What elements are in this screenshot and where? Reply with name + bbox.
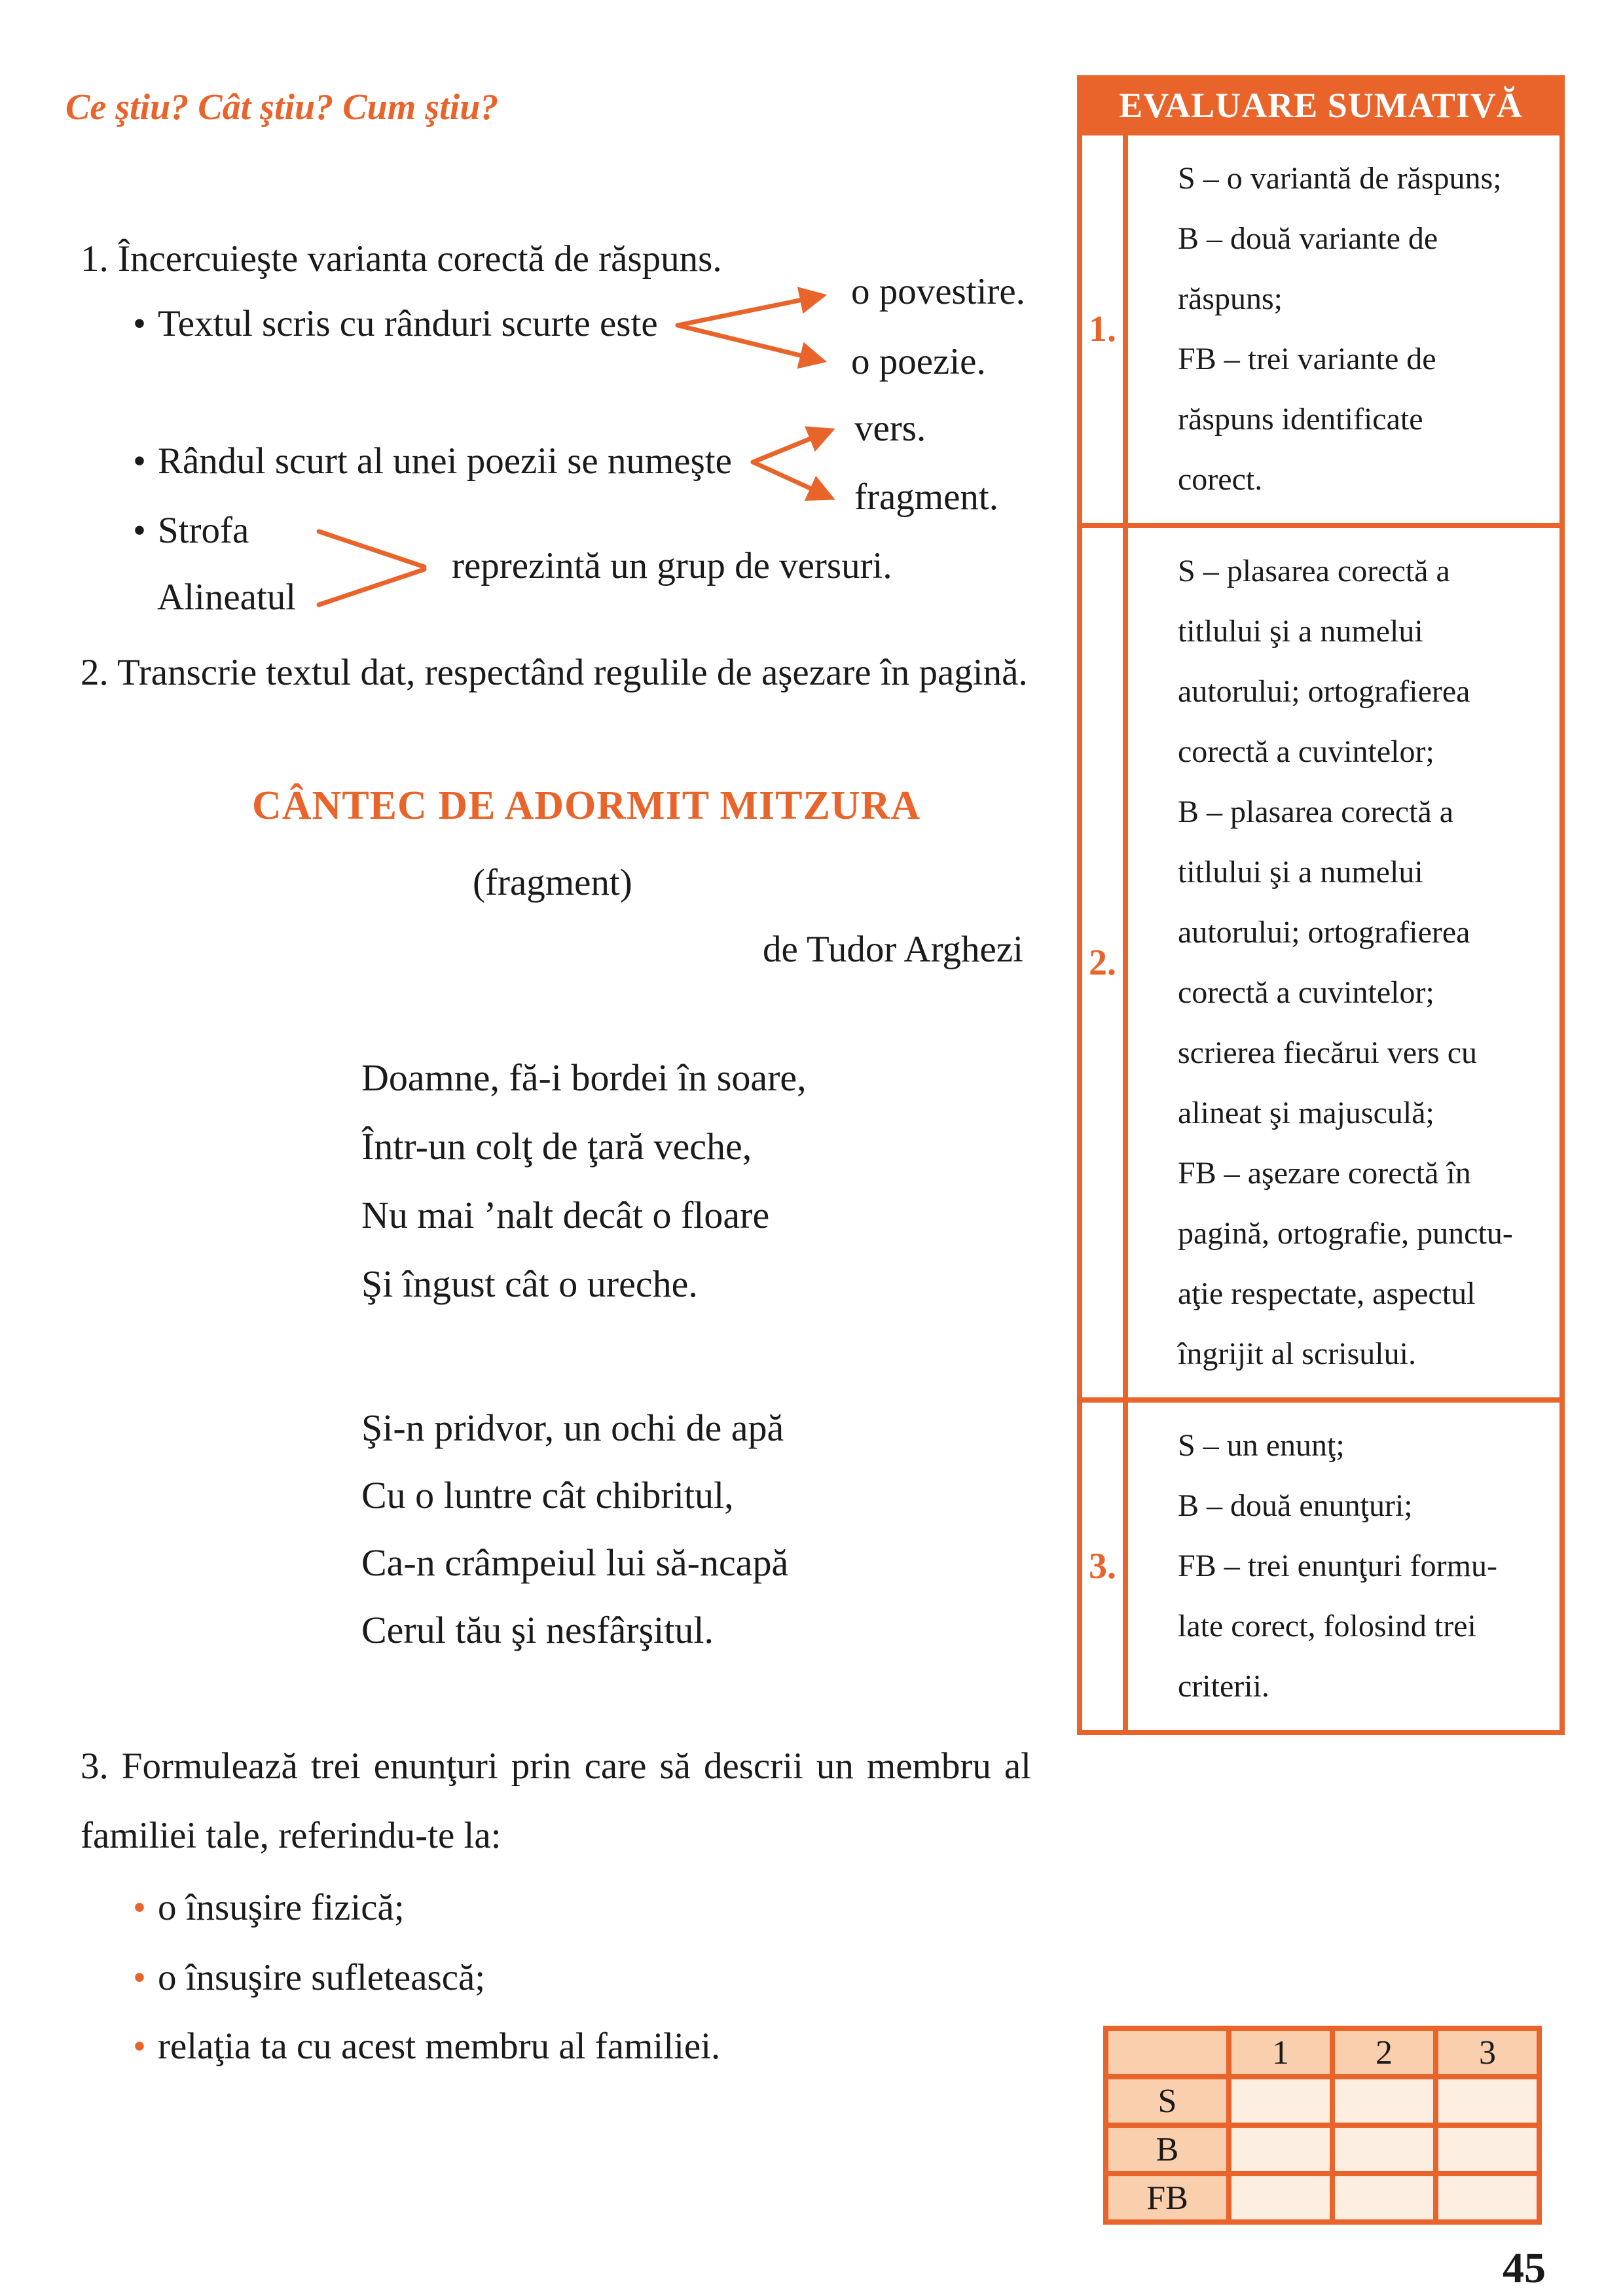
exercise1-item1-stem: Textul scris cu rânduri scurte este [157, 303, 658, 344]
exercise3-bullet-2: o însuşire sufletească; [157, 1957, 486, 1998]
criteria-line: răspuns identificate [1178, 402, 1423, 437]
exercise1-title: 1. Încercuieşte varianta corectă de răspuns. [81, 238, 722, 279]
sidebar-header: EVALUARE SUMATIVĂ [1077, 75, 1565, 135]
arrow-to-vers [753, 431, 830, 462]
poem-line: Cu o luntre cât chibritul, [361, 1474, 734, 1516]
score-cell [1438, 2128, 1537, 2171]
score-col-header: 1 [1231, 2031, 1330, 2074]
poem-title: CÂNTEC DE ADORMIT MITZURA [252, 783, 921, 828]
score-table [1103, 2026, 1542, 2225]
criteria-line: răspuns; [1178, 281, 1283, 316]
criteria-line: B – două enunţuri; [1178, 1488, 1413, 1523]
criteria-line: S – un enunţ; [1178, 1428, 1345, 1463]
page-heading: Ce ştiu? Cât ştiu? Cum ştiu? [65, 87, 499, 128]
exercise3-bullet-3: relaţia ta cu acest membru al familiei. [157, 2026, 721, 2067]
exercise3-bullet-item [133, 2025, 720, 2068]
criteria-line: scrierea fiecărui vers cu [1178, 1035, 1478, 1070]
poem-author: de Tudor Arghezi [763, 929, 1023, 970]
poem-line: Ca-n crâmpeiul lui să-ncapă [361, 1541, 789, 1584]
option-vers: vers. [854, 408, 926, 449]
criteria-line: S – plasarea corectă a [1178, 554, 1450, 588]
score-row-label: B [1108, 2128, 1226, 2171]
score-cell [1438, 2079, 1537, 2123]
criteria-line: S – o variantă de răspuns; [1178, 161, 1502, 196]
poem-line: Cerul tău şi nesfârşitul. [361, 1609, 714, 1651]
poem-line: Şi-n pridvor, un ochi de apă [361, 1407, 784, 1449]
exercise3-title-line2: familiei tale, referindu-te la: [81, 1815, 501, 1856]
exercise1-item3-term1 [133, 509, 249, 552]
term-strofa: Strofa [157, 510, 249, 551]
criteria-line: B – două variante de [1178, 221, 1438, 256]
criteria-line: FB – trei enunţuri formu- [1178, 1549, 1497, 1583]
arrow-to-povestire [678, 296, 822, 325]
bullet-icon: • [133, 1957, 146, 1998]
sidebar-row-3-criteria [1128, 1403, 1559, 1730]
chevron-line-upper [319, 531, 424, 567]
criteria-line: late corect, folosind trei [1178, 1609, 1476, 1643]
page-number: 45 [1503, 2244, 1546, 2292]
criteria-line: FB – trei variante de [1178, 342, 1436, 376]
poem-line: Doamne, fă-i bordei în soare, [361, 1056, 807, 1099]
score-cell [1438, 2176, 1537, 2219]
criteria-line: aţie respectate, aspectul [1178, 1276, 1476, 1311]
score-row-label: FB [1108, 2176, 1226, 2219]
criteria-line: corectă a cuvintelor; [1178, 734, 1434, 769]
score-col-header: 3 [1438, 2031, 1537, 2074]
criteria-line: autorului; ortografierea [1178, 915, 1470, 950]
poem-line: Nu mai ’nalt decât o floare [361, 1194, 770, 1236]
item3-result: reprezintă un grup de versuri. [452, 545, 892, 586]
sidebar-row-2-number: 2. [1082, 528, 1128, 1397]
score-cell [1231, 2079, 1330, 2123]
exercise1-item2-stem: Rândul scurt al unei poezii se numeşte [157, 440, 732, 482]
option-poezie: o poezie. [851, 341, 986, 382]
sidebar-table [1077, 135, 1565, 1735]
criteria-line: titlului şi a numelui [1178, 855, 1423, 889]
criteria-line: titlului şi a numelui [1178, 614, 1423, 649]
bullet-icon: • [133, 440, 146, 482]
score-corner-cell [1108, 2031, 1226, 2074]
criteria-line: pagină, ortografie, punctu- [1178, 1216, 1513, 1251]
criteria-line: corect. [1178, 462, 1263, 497]
sidebar-row-1-criteria [1128, 135, 1559, 523]
option-povestire: o povestire. [851, 271, 1025, 312]
arrow-to-fragment [753, 462, 830, 497]
sidebar-row-2 [1082, 523, 1559, 1397]
exercise1-item1 [133, 302, 658, 345]
bullet-icon: • [133, 2026, 146, 2067]
score-cell [1335, 2176, 1433, 2219]
sidebar-row-1-number: 1. [1082, 135, 1128, 523]
bullet-icon: • [133, 303, 146, 344]
criteria-line: îngrijit al scrisului. [1178, 1336, 1416, 1371]
evaluation-sidebar [1077, 75, 1565, 1735]
exercise3-bullet-item [133, 1956, 485, 1999]
sidebar-row-3 [1082, 1397, 1559, 1730]
criteria-line: criterii. [1178, 1669, 1269, 1704]
exercise3-bullet-item [133, 1886, 405, 1929]
criteria-line: autorului; ortografierea [1178, 674, 1470, 709]
option-fragment: fragment. [854, 476, 998, 518]
score-cell [1335, 2128, 1433, 2171]
score-col-header: 2 [1335, 2031, 1433, 2074]
exercise1-item2 [133, 440, 732, 482]
exercise2-title: 2. Transcrie textul dat, respectând regulile de aşezare în pagină. [81, 652, 1028, 693]
poem-line: Într-un colţ de ţară veche, [361, 1125, 752, 1168]
score-cell [1335, 2079, 1433, 2123]
poem-line: Şi îngust cât o ureche. [361, 1263, 698, 1305]
poem-subtitle: (fragment) [473, 862, 632, 903]
bullet-icon: • [133, 510, 146, 551]
criteria-line: alineat şi majusculă; [1178, 1096, 1434, 1130]
exercise3-title-line1: 3. Formulează trei enunţuri prin care să descrii un membru al [81, 1746, 1031, 1787]
exercise3-bullet-1: o însuşire fizică; [157, 1887, 405, 1928]
score-cell [1231, 2176, 1330, 2219]
arrow-to-poezie [678, 325, 822, 361]
sidebar-row-3-number: 3. [1082, 1403, 1128, 1730]
score-cell [1231, 2128, 1330, 2171]
term-alineatul: Alineatul [157, 577, 297, 618]
criteria-line: corectă a cuvintelor; [1178, 975, 1434, 1010]
sidebar-row-1 [1082, 135, 1559, 523]
chevron-line-lower [319, 569, 424, 605]
criteria-line: B – plasarea corectă a [1178, 795, 1454, 829]
bullet-icon: • [133, 1887, 146, 1928]
score-row-label: S [1108, 2079, 1226, 2123]
sidebar-row-2-criteria [1128, 528, 1559, 1397]
criteria-line: FB – aşezare corectă în [1178, 1156, 1471, 1191]
